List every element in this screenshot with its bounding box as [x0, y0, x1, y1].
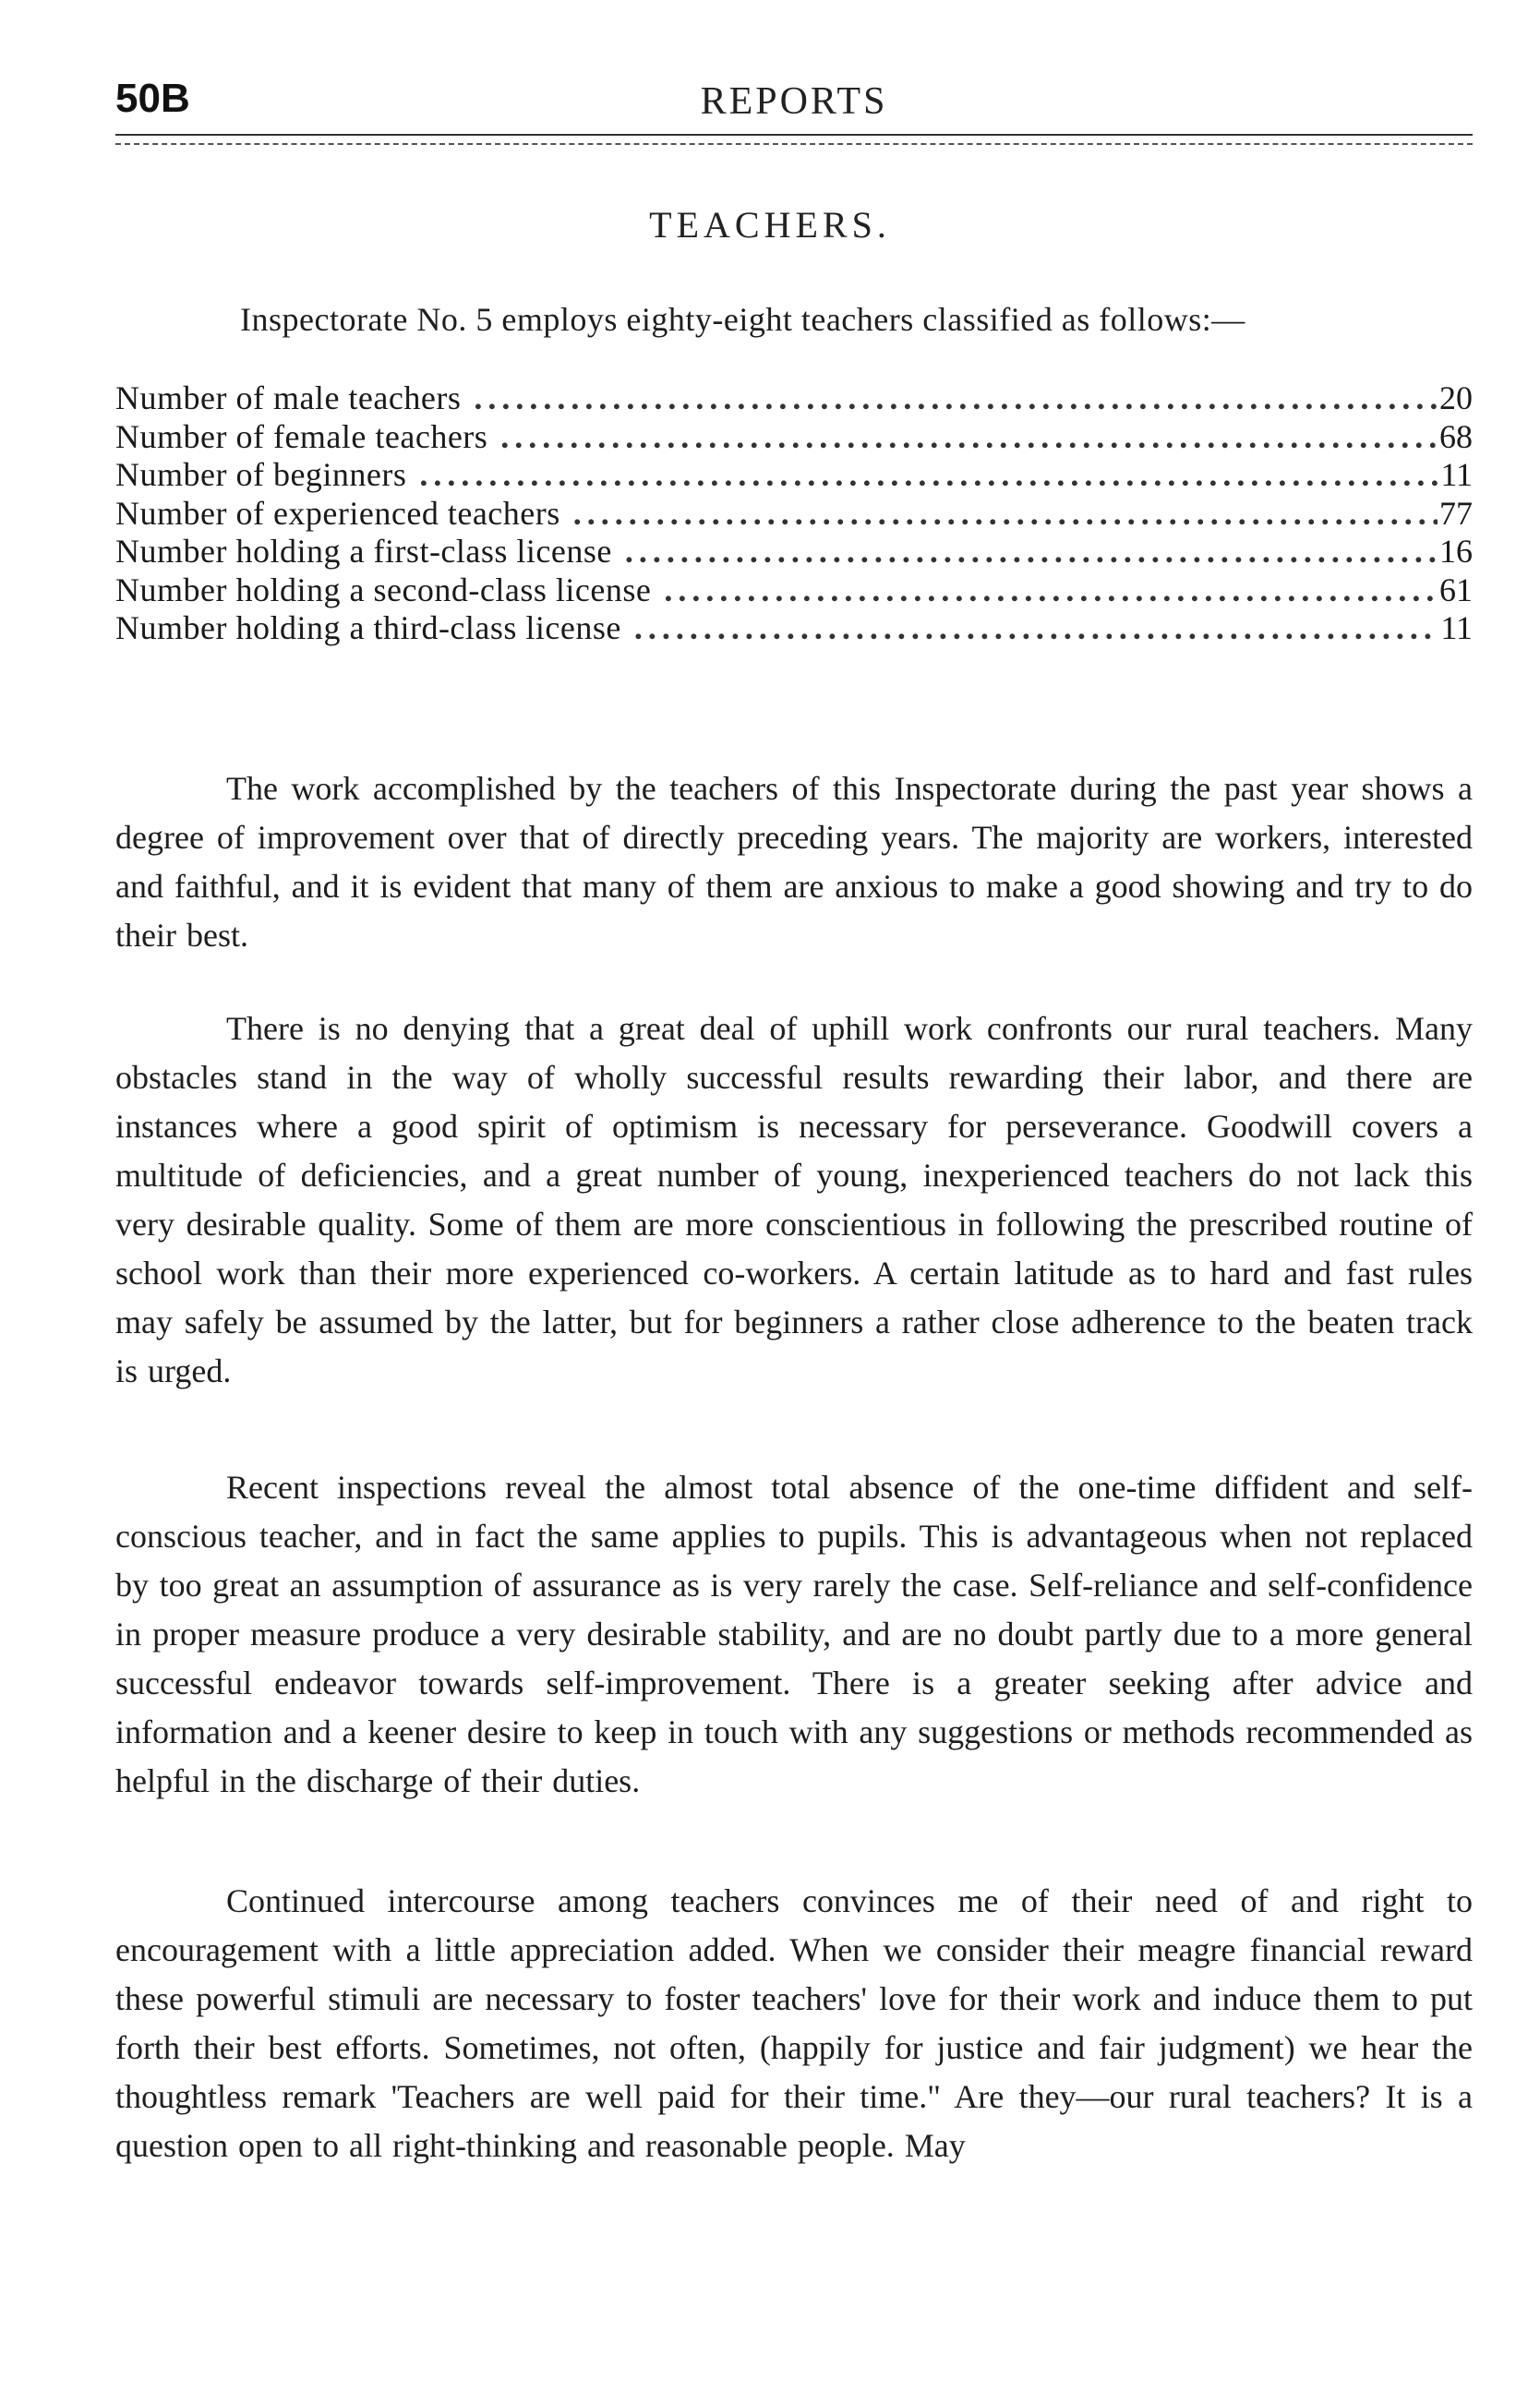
- dot-leader: [474, 379, 1438, 417]
- stat-value: 68: [1439, 417, 1473, 455]
- stat-label: Number of experienced teachers: [115, 494, 560, 532]
- body-paragraph: There is no denying that a great deal of uphill work confronts our rural teachers. Many obstacles stand in the way of wholly successful results rewarding their labor, and there are instances where a good spirit of optimism is necessary for perseverance. Goodwill covers a multitude of deficiencies, and a great number of young, inexperienced teachers do not lack this very desirable quality. Some of them are more conscientious in following the prescribed routine of school work than their more experienced co-workers. A certain latitude as to hard and fast rules may safely be assumed by the latter, but for beginners a rather close adherence to the beaten track is urged.: [115, 1010, 1473, 1389]
- header-rule-dashed: [115, 143, 1473, 145]
- running-title: REPORTS: [700, 80, 888, 123]
- stat-value: 77: [1439, 494, 1473, 532]
- header-rule: [115, 134, 1473, 136]
- stat-label: Number holding a first-class license: [115, 533, 612, 570]
- stat-label: Number of beginners: [115, 456, 407, 493]
- teacher-statistics-list: [115, 379, 1473, 647]
- dot-leader: [419, 455, 1438, 494]
- dot-leader: [625, 532, 1438, 571]
- stat-value: 11: [1440, 609, 1473, 646]
- dot-leader: [500, 417, 1438, 456]
- stat-row: [115, 494, 1473, 533]
- stat-value: 11: [1440, 456, 1473, 493]
- intro-line: Inspectorate No. 5 employs eighty-eight teachers classified as follows:—: [240, 301, 1245, 338]
- stat-label: Number holding a second-class license: [115, 571, 652, 608]
- stat-row: [115, 608, 1473, 647]
- running-header: [115, 76, 1473, 131]
- stat-row: [115, 455, 1473, 494]
- page-number: 50B: [115, 76, 190, 121]
- section-title: TEACHERS.: [649, 204, 891, 246]
- stat-row: [115, 571, 1473, 609]
- body-paragraph: The work accomplished by the teachers of this Inspectorate during the past year shows a degree of improvement over that of directly preceding years. The majority are workers, interested and faithful, and it is evident that many of them are anxious to make a good showing and try to do their best.: [115, 770, 1473, 954]
- stat-label: Number of female teachers: [115, 417, 488, 455]
- stat-row: [115, 417, 1473, 456]
- stat-row: [115, 379, 1473, 417]
- dot-leader: [573, 494, 1438, 533]
- dot-leader: [664, 571, 1438, 609]
- body-paragraph: Continued intercourse among teachers convinces me of their need of and right to encouragement with a little appreciation added. When we consider their meagre financial reward these powerful stimuli are necessary to foster teachers' love for their work and induce them to put forth their best efforts. Sometimes, not often, (happily for justice and fair judgment) we hear the thoughtless remark 'Teachers are well paid for their time." Are they—our rural teachers? It is a question open to all right-thinking and reasonable people. May: [115, 1882, 1473, 2164]
- stat-value: 61: [1439, 571, 1473, 608]
- stat-value: 20: [1439, 379, 1473, 416]
- stat-label: Number of male teachers: [115, 379, 462, 416]
- stat-value: 16: [1439, 533, 1473, 570]
- body-paragraph: Recent inspections reveal the almost total absence of the one-time diffident and self-conscious teacher, and in fact the same applies to pupils. This is advantageous when not replaced by too great an assumption of assurance as is very rarely the case. Self-reliance and self-confidence in proper measure produce a very desirable stability, and are no doubt partly due to a more general successful endeavor towards self-improvement. There is a greater seeking after advice and information and a keener desire to keep in touch with any suggestions or methods recommended as helpful in the discharge of their duties.: [115, 1469, 1473, 1799]
- stat-label: Number holding a third-class license: [115, 609, 621, 646]
- dot-leader: [634, 608, 1438, 647]
- stat-row: [115, 532, 1473, 571]
